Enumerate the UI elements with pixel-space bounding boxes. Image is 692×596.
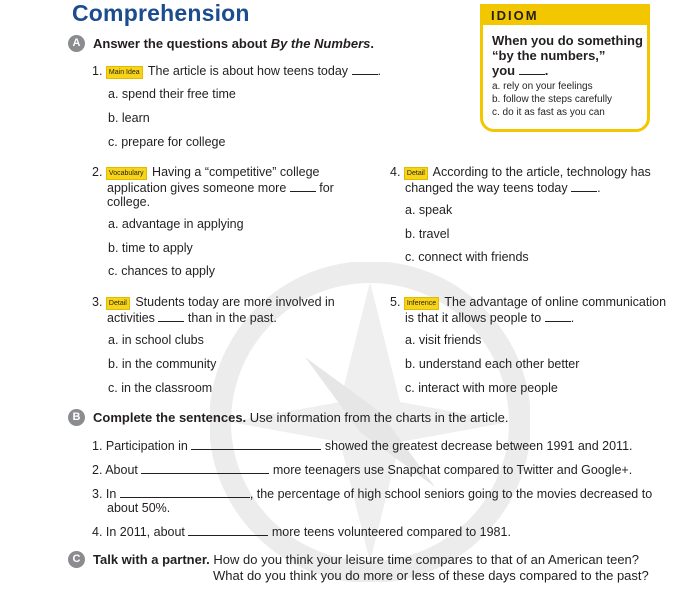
section-a-instruction: Answer the questions about By the Numbers. [93, 36, 375, 51]
answer-blank[interactable] [120, 486, 250, 498]
option[interactable]: c. interact with more people [405, 381, 558, 395]
tag-inference: Inference [404, 297, 439, 310]
question-1: 1. Main Idea The article is about how teens today . [92, 64, 382, 78]
option[interactable]: c. in the classroom [108, 381, 213, 395]
section-c-instruction: Talk with a partner. How do you think your leisure time compares to that of an American teen? What do you think you do more or less of these days compared to the past? [93, 552, 649, 583]
option[interactable]: a. advantage in applying [108, 217, 244, 231]
answer-blank[interactable] [188, 524, 268, 536]
option[interactable]: b. understand each other better [405, 357, 580, 371]
sentence-3: 3. In , the percentage of high school seniors going to the movies decreased to about 50%. [92, 487, 653, 515]
tag-detail: Detail [106, 297, 130, 310]
idiom-blank[interactable] [519, 63, 545, 75]
idiom-options [483, 78, 647, 119]
option[interactable]: b. in the community [108, 357, 217, 371]
question-4: 4. Detail According to the article, technology has changed the way teens today . [390, 165, 651, 195]
option[interactable]: a. speak [405, 203, 453, 217]
option[interactable]: a. visit friends [405, 333, 482, 347]
idiom-box [480, 4, 650, 132]
option[interactable]: b. travel [405, 227, 450, 241]
question-5: 5. Inference The advantage of online communication is that it allows people to . [390, 295, 667, 325]
answer-blank[interactable] [352, 63, 378, 75]
question-3: 3. Detail Students today are more involved in activities than in the past. [92, 295, 335, 325]
option[interactable]: c. prepare for college [108, 135, 226, 149]
tag-vocabulary: Vocabulary [106, 167, 147, 180]
idiom-option: a. rely on your feelings [492, 81, 593, 92]
idiom-option: c. do it as fast as you can [492, 107, 605, 118]
section-c-badge: C [68, 551, 85, 568]
section-b-badge: B [68, 409, 85, 426]
sentence-1: 1. Participation in showed the greatest decrease between 1991 and 2011. [92, 439, 633, 453]
section-a-badge: A [68, 35, 85, 52]
answer-blank[interactable] [191, 438, 321, 450]
option[interactable]: a. in school clubs [108, 333, 204, 347]
sentence-2: 2. About more teenagers use Snapchat compared to Twitter and Google+. [92, 463, 633, 477]
option[interactable]: b. time to apply [108, 241, 193, 255]
option[interactable]: c. chances to apply [108, 264, 216, 278]
idiom-header: IDIOM [483, 7, 647, 25]
answer-blank[interactable] [141, 462, 269, 474]
sentence-4: 4. In 2011, about more teens volunteered compared to 1981. [92, 525, 511, 539]
section-b-instruction: Complete the sentences. Use information from the charts in the article. [93, 410, 509, 425]
idiom-question: When you do something “by the numbers,” you . [492, 33, 643, 78]
tag-detail: Detail [404, 167, 428, 180]
idiom-option: b. follow the steps carefully [492, 94, 613, 105]
option[interactable]: a. spend their free time [108, 87, 236, 101]
page-title: Comprehension [72, 0, 250, 26]
option[interactable]: c. connect with friends [405, 250, 529, 264]
tag-main-idea: Main Idea [106, 66, 143, 79]
answer-blank[interactable] [158, 310, 184, 322]
question-2: 2. Vocabulary Having a “competitive” college application gives someone more for college. [92, 165, 334, 209]
option[interactable]: b. learn [108, 111, 150, 125]
answer-blank[interactable] [545, 310, 571, 322]
answer-blank[interactable] [290, 180, 316, 192]
answer-blank[interactable] [571, 180, 597, 192]
